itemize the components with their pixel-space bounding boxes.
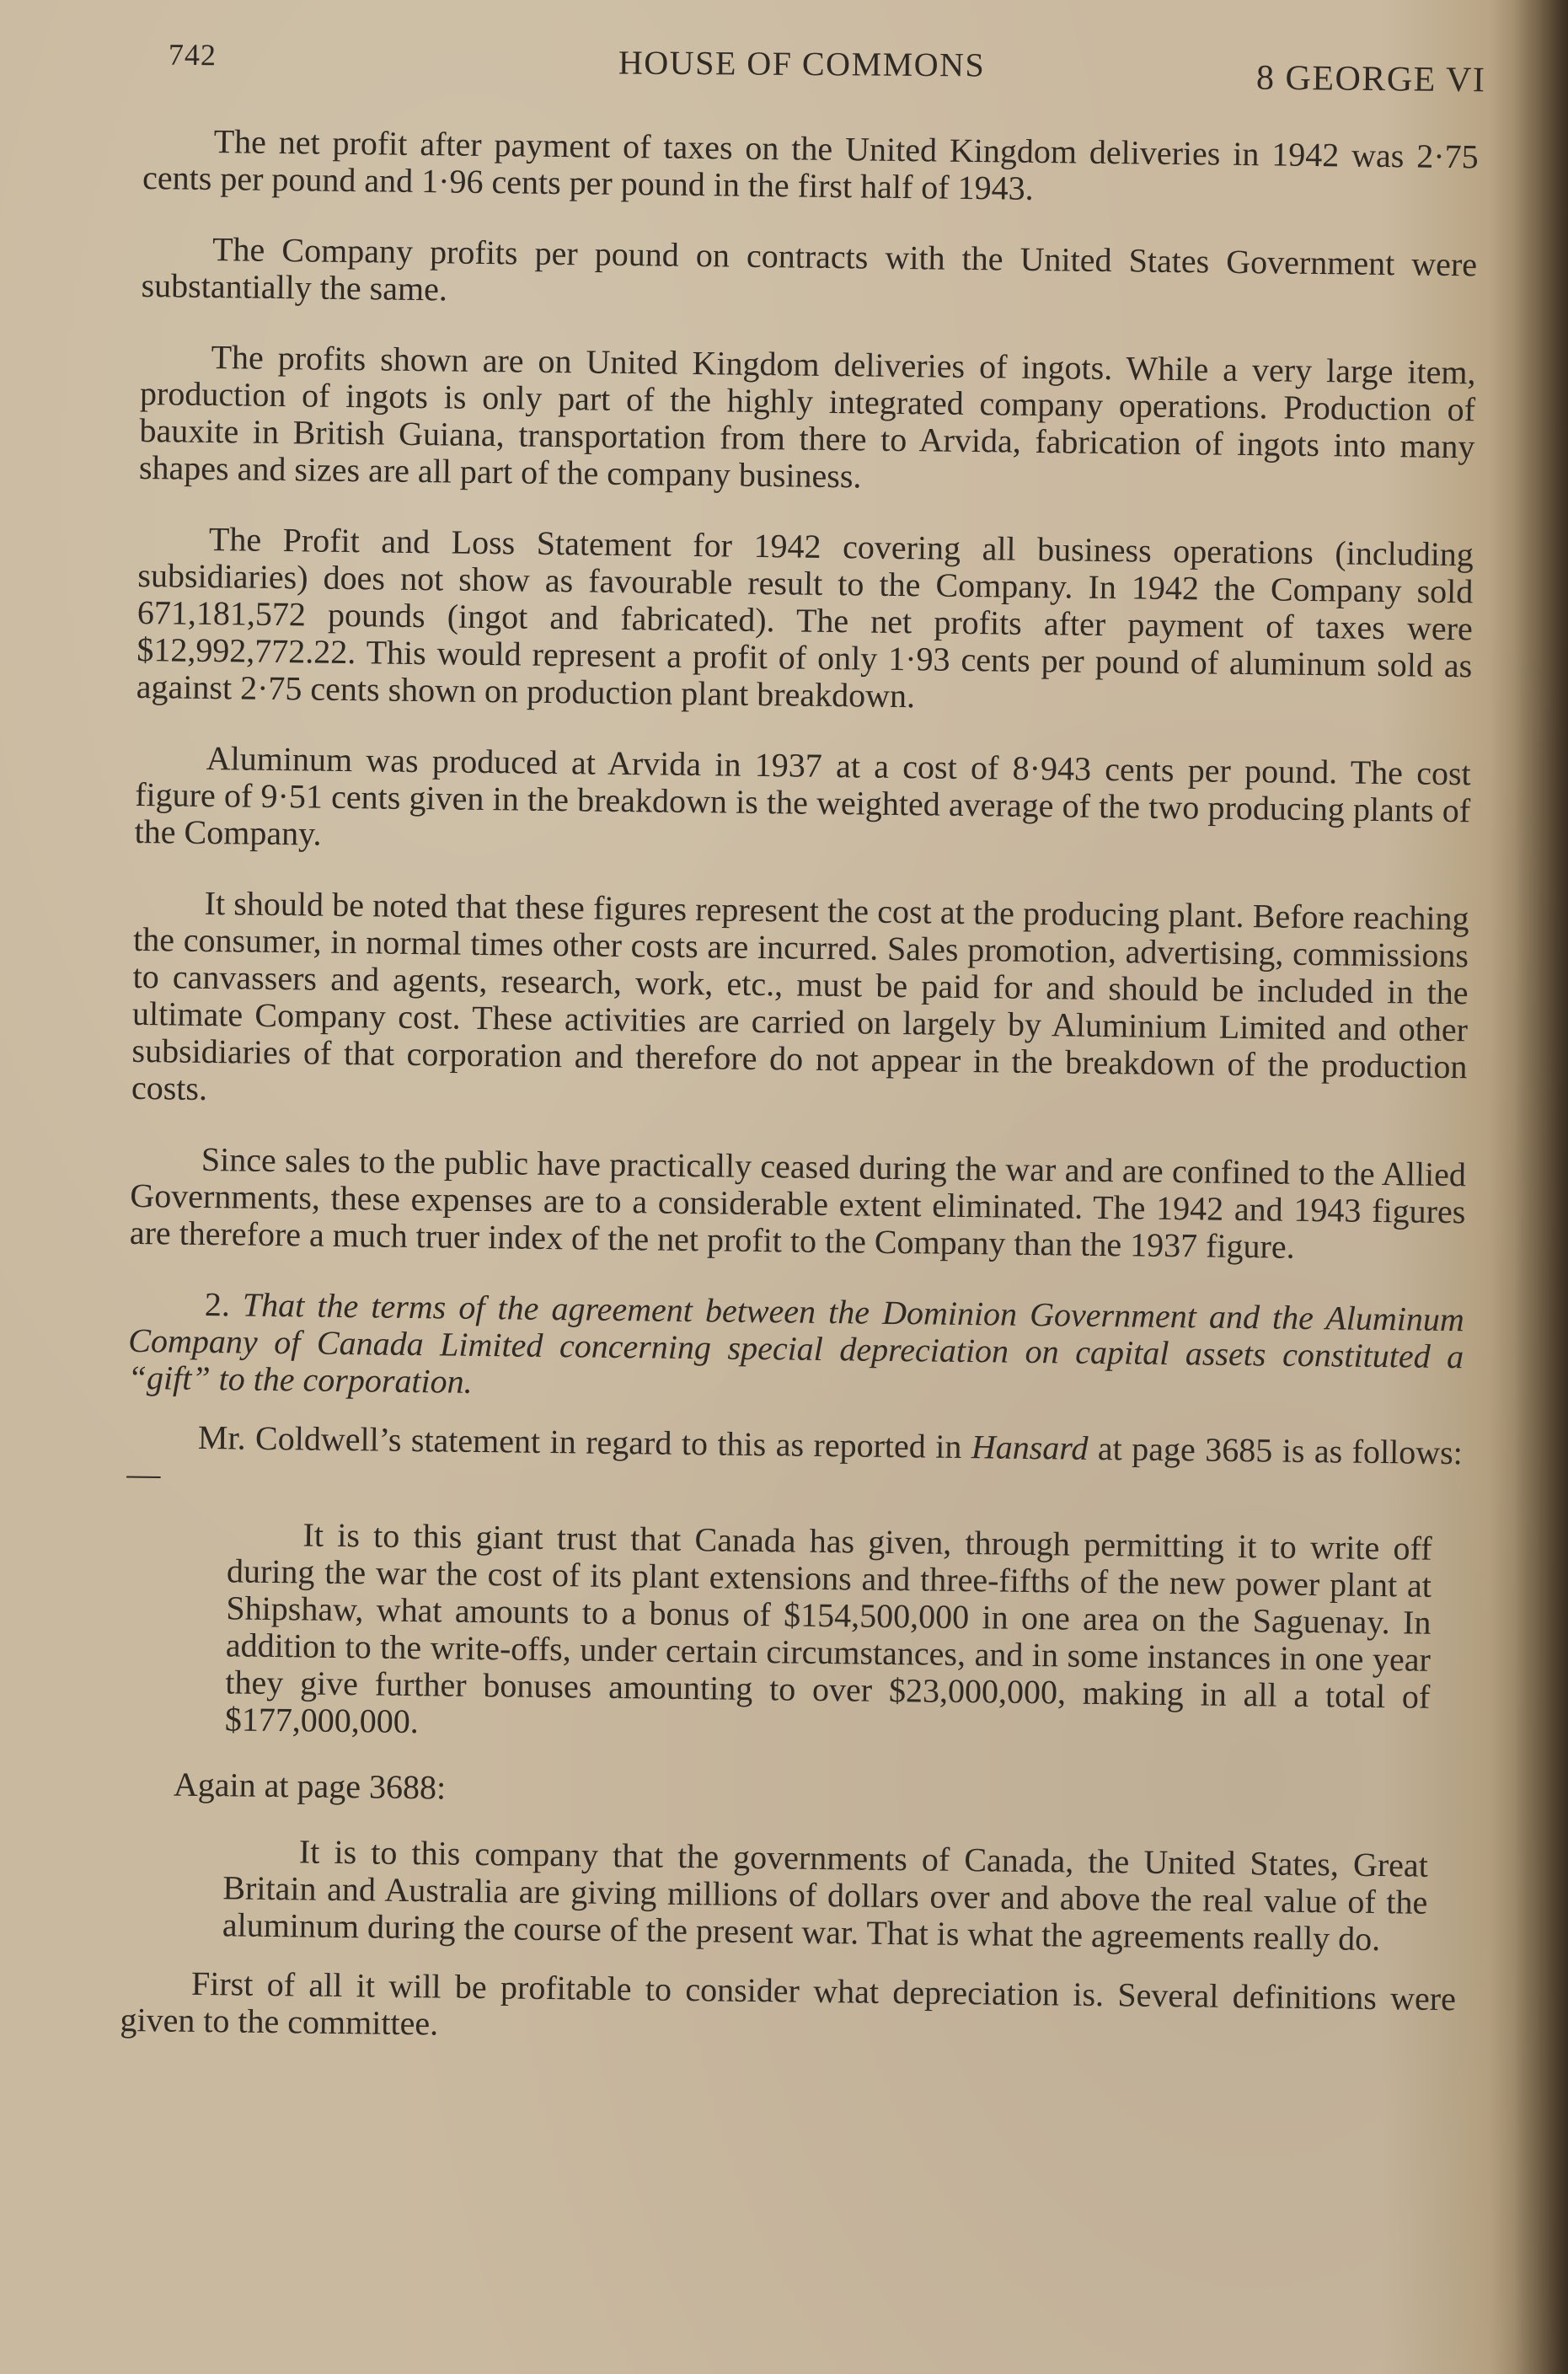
paragraph-profit-loss: The Profit and Loss Statement for 1942 covering all business operations (including subsidiaries) does not show as favourable result to the Company. In 1942 the Company sold 671,181,572 pounds (ingot and fabricated). The net profits after payment of taxes were $12,992,772.22. This would represent a profit of only 1·93 cents per pound of aluminum sold as against 2·75 cents shown on production plant breakdown. [136, 519, 1474, 715]
running-title: HOUSE OF COMMONS [618, 43, 986, 84]
section-heading-text: That the terms of the agreement between the Dominion Government and the Aluminum Company of Canada Limited concerning special depreciation on capital assets constituted a “gift” to the corporation. [127, 1285, 1465, 1401]
again-at-page: Again at page 3688: [173, 1765, 447, 1807]
section-heading-gift [128, 1285, 1464, 1412]
body-text [120, 122, 1479, 2055]
regnal-year: 8 GEORGE VI [1255, 58, 1486, 100]
paragraph-us-contracts: The Company profits per pound on contracts with the United States Government were substantially the same. [141, 230, 1478, 308]
paragraph-coldwell-statement: Mr. Coldwell’s statement in regard to this as reported in Hansard at page 3685 is as follows:— [126, 1417, 1464, 1493]
paragraph-net-profit: The net profit after payment of taxes on the United Kingdom deliveries in 1942 was 2·75 cents per pound and 1·96 cents per pound in the first half of 1943. [142, 122, 1479, 207]
page-edge-shadow [1514, 0, 1568, 2374]
paragraph-ingot-profits: The profits shown are on United Kingdom deliveries of ingots. While a very large item, production of ingots is only part of the highly integrated company operations. Production of bauxite in British Guiana, transportation from there to Arvida, fabrication of ingots into many shapes and sizes are all part of the company business. [138, 338, 1476, 496]
paragraph-other-costs: It should be noted that these figures represent the cost at the producing plant. Before reaching the consumer, in normal times other costs are incurred. Sales promotion, advertising, commissions to canvassers and agents, research, work, etc., must be paid for and should be included in the ultimate Company cost. These activities are carried on largely by Aluminium Limited and other subsidiaries of that corporation and therefore do not appear in the breakdown of the production costs. [131, 883, 1469, 1108]
quotation-governments: It is to this company that the governments of Canada, the United States, Great Britain and Australia are giving millions of dollars over and above the real value of the aluminum during the course of the present war. That is what the agreements really do. [222, 1832, 1429, 1959]
running-header [0, 24, 1568, 100]
paragraph-sales-ceased: Since sales to the public have practically ceased during the war and are confined to the Allied Governments, these expenses are to a considerable extent eliminated. The 1942 and 1943 figures are therefore a much truer index of the net profit to the Company than the 1937 figure. [129, 1139, 1467, 1266]
section-number: 2. [204, 1284, 231, 1324]
quotation-giant-trust: It is to this giant trust that Canada has given, through permitting it to write off during the war the cost of its plant extensions and three-fifths of the new power plant at Shipshaw, what amounts to a bonus of $154,500,000 in one area on the Saguenay. In addition to the write-offs, under certain circumstances, and in some instances in one year they give further bonuses amounting to over $23,000,000, making in all a total of $177,000,000. [224, 1515, 1432, 1741]
hansard-reference: Hansard [971, 1428, 1089, 1467]
paragraph-arvida-cost: Aluminum was produced at Arvida in 1937 at a cost of 8·943 cents per pound. The cost figure of 9·51 cents given in the breakdown is the weighted average of the two producing plants of the Company. [134, 738, 1471, 853]
paragraph-depreciation: First of all it will be profitable to consider what depreciation is. Several definitions were given to the committee. [120, 1964, 1457, 2043]
page-number: 742 [168, 37, 217, 72]
